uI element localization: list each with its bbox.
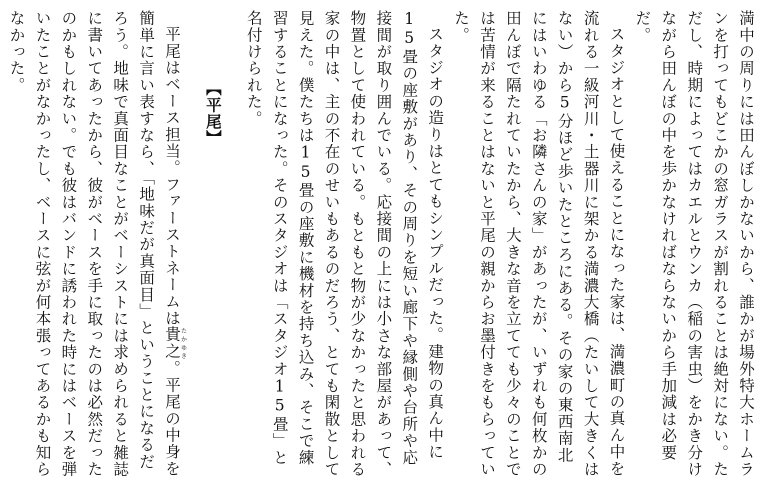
paragraph-studio-house: スタジオとして使えることになった家は、満濃町の真ん中を流れる一級河川・土器川に架かる満濃大橋（たいして大きくはない）から5分ほど歩いたところにある。その家の東西南北にはいわゆる「お隣さんの家」があったが、いずれも何枚かの田んぼで隔たれていたから、大きな音を立てても少々のことでは苦情が来ることはないと平尾の親からお墨付きをもらっていた。 [452,10,626,478]
paragraph-studio-layout: スタジオの造りはとてもシンプルだった。建物の真ん中に15畳の座敷があり、その周りを短い廊下や縁側や台所や応接間が取り囲んでいる。応接間の上には小さな部屋があって、物置として使われている。もともと物が少なかったと思われる家の中は、主の不在のせいもあるのだろう、とても閑散として見えた。僕たちは15畳の座敷に機材を持ち込み、そこで練習することになった。そのスタジオは「スタジオ15畳」と名付けられた。 [244,10,445,478]
paragraph-fields: 満中の周りには田んぼしかないから、誰かが場外特大ホームランを打ってもどこかの窓ガラスが割れることは絶対にない。ただし、時期によってはカエルとウンカ（稲の害虫）をかき分けながら田んぼの中を歩かなければならないから手加減は必要だ。 [633,10,755,478]
paragraph-hirao-bass [3,10,186,480]
hirao-description-text: 。平尾の中身を簡単に言い表すなら、「地味だが真面目」ということになるだろう。地味で真面目なことがベーシストには求められると雑誌に書いてあったから、彼がベースを手に取ったのは必然だったのかもしれない。でも彼はバンドに誘われた時にはベースを弾いたことがなかったし、ベースに弦が何本張ってあるかも知らなかった。 [7,10,181,478]
paragraph-hirao-rich [0,10,3,480]
name-ruby [162,326,187,360]
hirao-intro-text: 平尾はベース担当。ファーストネームは [162,25,181,327]
ruby-base: 貴之 [162,326,181,360]
section-heading-hirao: 【平尾】 [203,79,223,147]
ruby-reading: たかゆき [179,326,187,360]
